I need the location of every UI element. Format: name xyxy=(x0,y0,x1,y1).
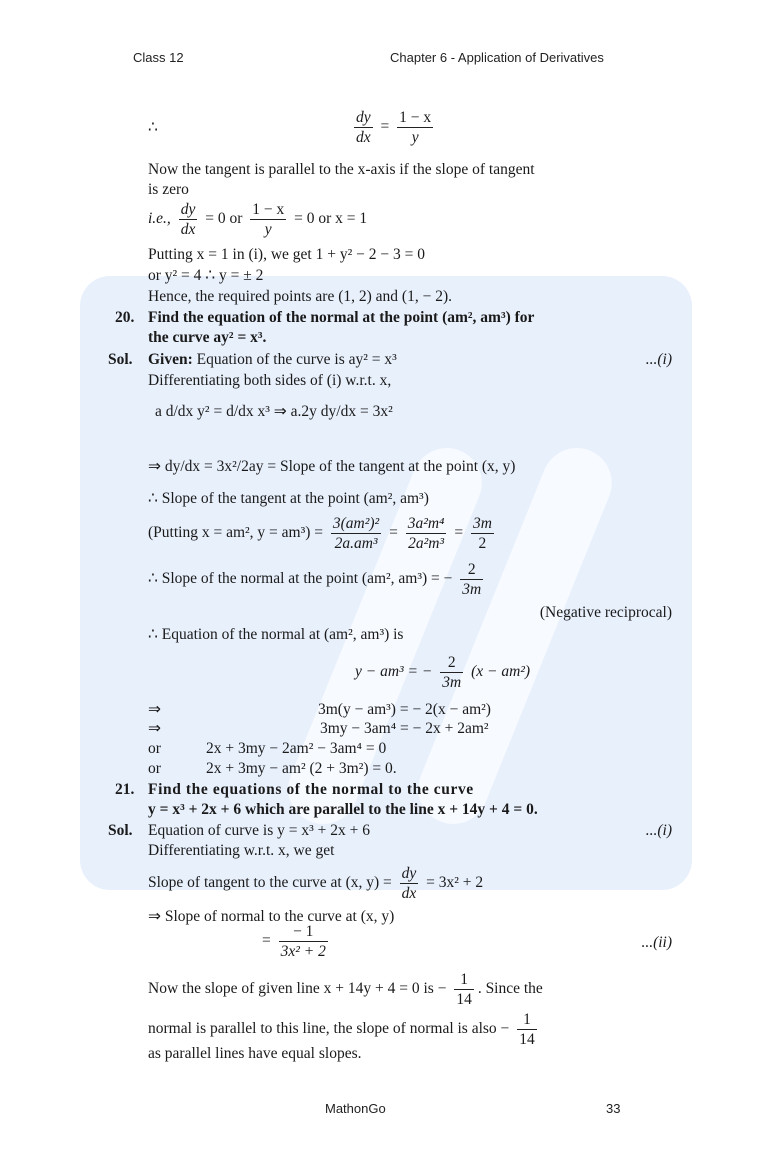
text-line: ⇒ Slope of normal to the curve at (x, y) xyxy=(148,908,395,925)
equation-slope-tangent: Slope of tangent to the curve at (x, y) = $\frac{dy}{dx}$ = 3x² + 2 xyxy=(148,865,484,902)
text-line: Differentiating both sides of (i) w.r.t. x, xyxy=(148,372,392,389)
equation: ⇒ dy/dx = 3x²/2ay = Slope of the tangent at the point (x, y) xyxy=(148,458,516,475)
step-expr: 3m(y − am³) = − 2(x − am²) xyxy=(318,701,491,718)
equation-ie: i.e., $\frac{dy}{dx}$ = 0 or $\frac{1 - x}{y}$ = 0 or x = 1 xyxy=(148,201,368,238)
step-prefix: ⇒ xyxy=(148,701,161,718)
text-line: Hence, the required points are (1, 2) and (1, − 2). xyxy=(148,288,452,305)
therefore-symbol: ∴ xyxy=(148,119,158,136)
text-line: as parallel lines have equal slopes. xyxy=(148,1045,362,1062)
text-line: ∴ Equation of the normal at (am², am³) is xyxy=(148,626,404,643)
step-expr: 3my − 3am⁴ = − 2x + 2am² xyxy=(320,720,489,737)
text-line: or y² = 4 ∴ y = ± 2 xyxy=(148,267,264,284)
equation-slope-normal: ∴ Slope of the normal at the point (am², am³) = − $\frac{2}{3m}$ xyxy=(148,561,482,598)
step-prefix: or xyxy=(148,760,161,777)
step-expr: 2x + 3my − 2am² − 3am⁴ = 0 xyxy=(206,740,387,757)
text-line: Now the tangent is parallel to the x-axis if the slope of tangent xyxy=(148,161,535,178)
class-label: Class 12 xyxy=(133,50,184,65)
equation: a d/dx y² = d/dx x³ ⇒ a.2y dy/dx = 3x² xyxy=(155,403,393,420)
question-text: y = x³ + 2x + 6 which are parallel to the line x + 14y + 4 = 0. xyxy=(148,801,538,818)
text-line: Differentiating w.r.t. x, we get xyxy=(148,842,335,859)
sol-label: Sol. xyxy=(108,351,133,368)
step-prefix: or xyxy=(148,740,161,757)
text-line: Given: Equation of the curve is ay² = x³ xyxy=(148,351,397,368)
question-text: Find the equation of the normal at the point (am², am³) for xyxy=(148,309,535,326)
question-number: 21. xyxy=(115,781,135,798)
question-number: 20. xyxy=(115,309,135,326)
text-line: Putting x = 1 in (i), we get 1 + y² − 2 − 3 = 0 xyxy=(148,246,425,263)
text-line: is zero xyxy=(148,181,189,198)
equation-putting: (Putting x = am², y = am³) = $\frac{\text{3(am²)²}}{\text{2a.am³}}$ = $\frac{\text{3a²m⁴}}{\text{2a²m³}}$ = $\frac{3m}{2}$ xyxy=(148,515,492,552)
equation-ref: ...(i) xyxy=(645,822,672,839)
question-text: Find the equations of the normal to the curve xyxy=(148,781,474,798)
equation-ref: ...(ii) xyxy=(641,934,672,951)
text-line: Equation of curve is y = x³ + 2x + 6 xyxy=(148,822,371,839)
text-line: Now the slope of given line x + 14y + 4 = 0 is − $\frac{1}{14}$ . Since the xyxy=(148,971,543,1008)
step-expr: 2x + 3my − am² (2 + 3m²) = 0. xyxy=(206,760,397,777)
page-number: 33 xyxy=(606,1101,621,1116)
note: (Negative reciprocal) xyxy=(539,604,672,621)
text-line: normal is parallel to this line, the slope of normal is also − $\frac{1}{14}$ xyxy=(148,1011,535,1048)
equation-normal: y − am³ = − $\frac{2}{3m}$ (x − am²) xyxy=(355,654,531,691)
sol-label: Sol. xyxy=(108,822,133,839)
step-prefix: ⇒ xyxy=(148,720,161,737)
text-line: ∴ Slope of the tangent at the point (am², am³) xyxy=(148,490,429,507)
chapter-title: Chapter 6 - Application of Derivatives xyxy=(390,50,604,65)
equation-ref: ...(i) xyxy=(645,351,672,368)
brand-label: MathonGo xyxy=(325,1101,386,1116)
equation-dydx: $\frac{dy}{dx}$ = $\frac{1 - x}{y}$ xyxy=(356,109,432,146)
question-text: the curve ay² = x³. xyxy=(148,329,267,346)
equation-slope-normal: = $\frac{- 1}{\text{3x² + 2}}$ xyxy=(262,923,326,960)
